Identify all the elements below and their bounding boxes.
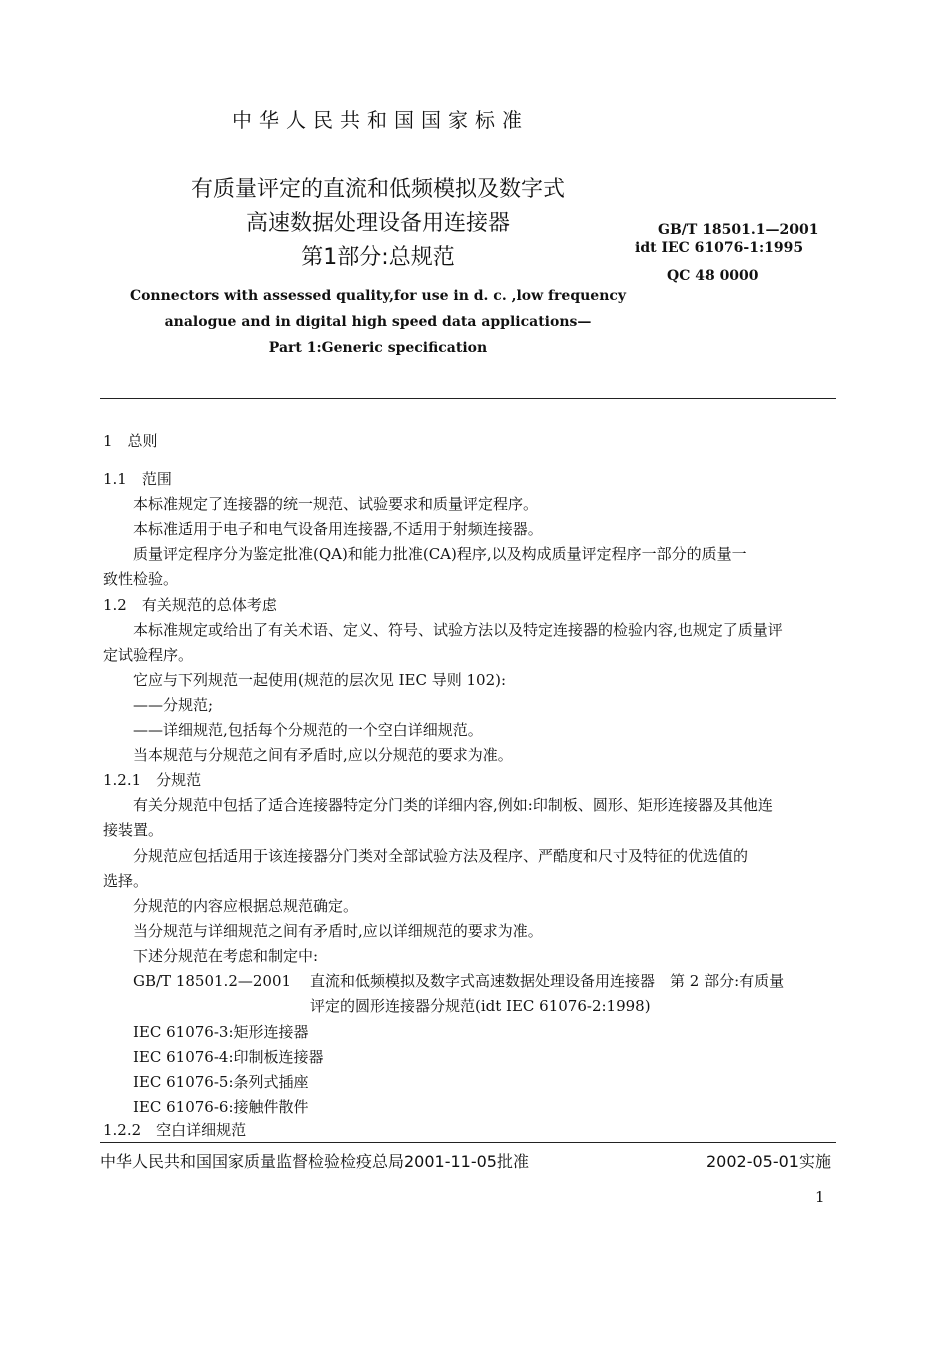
reference-item: IEC 61076-6:接触件散件 [133, 1098, 309, 1116]
paragraph: 本标准适用于电子和电气设备用连接器,不适用于射频连接器。 [133, 520, 543, 538]
paragraph-continued: 选择。 [103, 872, 149, 890]
section-1-1-heading: 1.1 范围 [103, 470, 172, 488]
title-en-line-2: analogue and in digital high speed data applications— [164, 314, 592, 330]
paragraph-continued: 定试验程序。 [103, 646, 194, 664]
footer-divider [100, 1142, 836, 1143]
reference-title: 直流和低频模拟及数字式高速数据处理设备用连接器 第 2 部分:有质量 [310, 972, 785, 990]
title-zh-line-1: 有质量评定的直流和低频模拟及数字式 [190, 177, 565, 202]
paragraph: 分规范的内容应根据总规范确定。 [133, 897, 359, 915]
gb-code: GB/T 18501.1—2001 [658, 222, 819, 238]
header-divider [100, 398, 836, 399]
section-1-2-2-heading: 1.2.2 空白详细规范 [103, 1121, 247, 1139]
paragraph: 质量评定程序分为鉴定批准(QA)和能力批准(CA)程序,以及构成质量评定程序一部分的质量一 [133, 545, 747, 563]
reference-title-continued: 评定的圆形连接器分规范(idt IEC 61076-2:1998) [310, 997, 651, 1015]
standard-type: 中华人民共和国国家标准 [232, 108, 529, 132]
paragraph: 下述分规范在考虑和制定中: [133, 947, 319, 965]
paragraph-continued: 接装置。 [103, 821, 164, 839]
section-1-heading: 1 总则 [103, 432, 158, 450]
reference-item: IEC 61076-4:印制板连接器 [133, 1048, 324, 1066]
section-1-2-1-heading: 1.2.1 分规范 [103, 771, 202, 789]
paragraph: 当分规范与详细规范之间有矛盾时,应以详细规范的要求为准。 [133, 922, 543, 940]
reference-item: IEC 61076-5:条列式插座 [133, 1073, 309, 1091]
title-en-line-1: Connectors with assessed quality,for use in d. c. ,low frequency [129, 288, 627, 304]
title-en-line-3: Part 1:Generic specification [268, 340, 488, 356]
paragraph: 它应与下列规范一起使用(规范的层次见 IEC 导则 102): [133, 671, 507, 689]
dash-item: ——分规范; [133, 696, 214, 714]
reference-item: IEC 61076-3:矩形连接器 [133, 1023, 309, 1041]
paragraph-continued: 致性检验。 [103, 570, 179, 588]
paragraph: 本标准规定或给出了有关术语、定义、符号、试验方法以及特定连接器的检验内容,也规定了质量评 [133, 621, 783, 639]
section-1-2-heading: 1.2 有关规范的总体考虑 [103, 596, 277, 614]
paragraph: 本标准规定了连接器的统一规范、试验要求和质量评定程序。 [133, 495, 539, 513]
paragraph: 有关分规范中包括了适合连接器特定分门类的详细内容,例如:印制板、圆形、矩形连接器及其他连 [133, 796, 773, 814]
page-number: 1 [815, 1188, 825, 1206]
paragraph: 分规范应包括适用于该连接器分门类对全部试验方法及程序、严酷度和尺寸及特征的优选值的 [133, 847, 749, 865]
reference-code: GB/T 18501.2—2001 [133, 972, 292, 990]
idt-code: idt IEC 61076-1:1995 [635, 240, 804, 256]
title-zh-line-2: 高速数据处理设备用连接器 [245, 211, 510, 236]
paragraph: 当本规范与分规范之间有矛盾时,应以分规范的要求为准。 [133, 746, 513, 764]
footer-effective-date: 2002-05-01实施 [706, 1152, 831, 1171]
title-zh-line-3: 第1部分:总规范 [301, 245, 455, 270]
footer-issuer: 中华人民共和国国家质量监督检验检疫总局2001-11-05批准 [100, 1152, 529, 1171]
dash-item: ——详细规范,包括每个分规范的一个空白详细规范。 [133, 721, 483, 739]
qc-code: QC 48 0000 [667, 268, 759, 284]
